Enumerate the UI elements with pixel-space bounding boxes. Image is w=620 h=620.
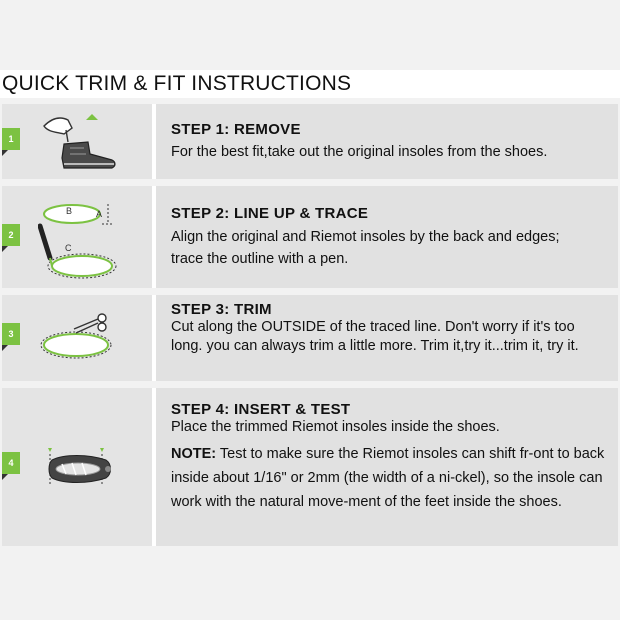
step-heading: STEP 3: TRIM [171,301,272,318]
step-heading: STEP 1: REMOVE [171,121,301,138]
step-3-panel [2,295,618,381]
insole-label-a: A [96,209,103,219]
step-body: Cut along the OUTSIDE of the traced line. Don't worry if it's too long. you can always trim a little more. Trim it,try it...trim it, try it. [171,319,579,354]
insole-label-c: C [65,243,72,253]
step-note [171,442,607,514]
trace-insole-icon [38,200,124,280]
step-2-text [171,205,610,270]
note-text: Test to make sure the Riemot insoles can shift fr-ont to back inside about 1/16" or 2mm (the width of a ni-ckel), so the insole can work with the natural move-ment of the feet inside the shoes. [171,446,605,510]
page-title: QUICK TRIM & FIT INSTRUCTIONS [2,72,352,95]
trim-insole-icon [40,313,120,365]
step-4-text [171,401,610,514]
panel-divider [152,295,156,381]
step-number-badge: 4 [2,452,20,474]
step-number-badge: 3 [2,323,20,345]
step-1-text [171,121,610,162]
step-2-panel [2,186,618,288]
step-body: Align the original and Riemot insoles by the back and edges; trace the outline with a pen. [171,229,560,267]
insole-label-b: B [66,206,73,216]
step-body: For the best fit,take out the original insoles from the shoes. [171,144,548,160]
panel-divider [152,388,156,546]
step-4-panel [2,388,618,546]
panel-divider [152,104,156,179]
panel-divider [152,186,156,288]
step-number-badge: 1 [2,128,20,150]
step-body: Place the trimmed Riemot insoles inside the shoes. [171,419,500,435]
step-heading: STEP 4: INSERT & TEST [171,401,351,418]
remove-insole-icon [38,112,124,174]
step-number-badge: 2 [2,224,20,246]
step-heading: STEP 2: LINE UP & TRACE [171,205,369,222]
step-3-text [171,301,610,356]
step-1-panel [2,104,618,179]
note-label: NOTE: [171,446,217,462]
insert-insole-icon [44,446,116,490]
